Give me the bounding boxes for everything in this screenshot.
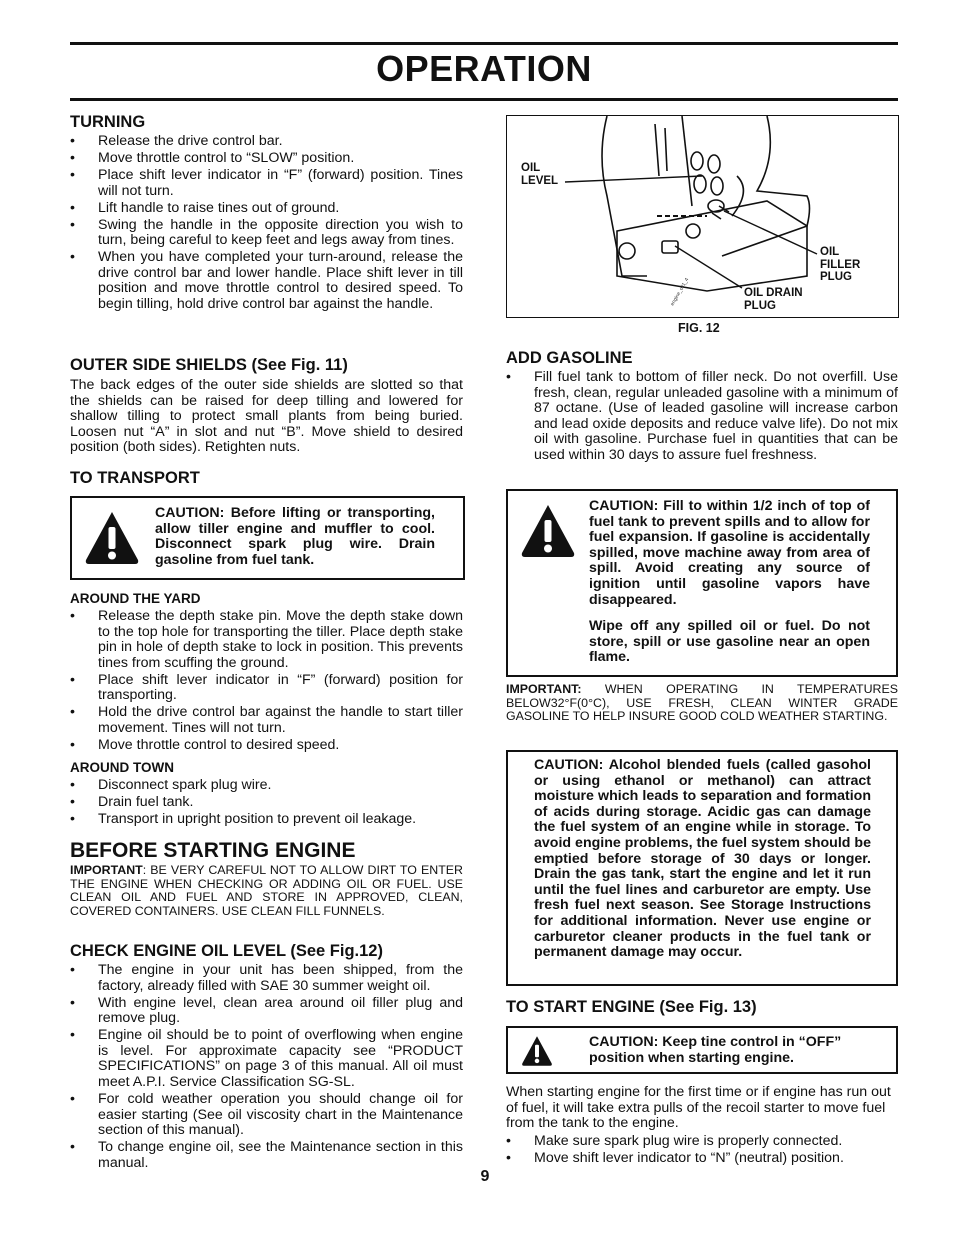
list-item: • Drain fuel tank. [70,795,463,811]
start-caution-text: CAUTION: Keep tine control in “OFF” position when starting engine. [589,1034,842,1066]
outer-shields-text: The back edges of the outer side shields are slotted so that the shields can be raised for deep tilling and lowered for shallow tilling to protect small plants from being buried. Loosen nut “A” in slot and nut “B”. Move shield to desired position (both sides). Retighten nuts. [70,377,463,456]
add-gasoline-heading: ADD GASOLINE [506,349,633,367]
filler-line3: PLUG [820,271,852,283]
list-item: • Disconnect spark plug wire. [70,778,463,794]
turning-list [70,134,463,314]
list-item: • Engine oil should be to point of overflowing when engine is level. For approximate capacity see “PRODUCT SPECIFICATIONS” on page 3 of this manual. All oil must meet A.P.I. Service Classification SG-SL. [70,1028,463,1090]
list-item: • Hold the drive control bar against the handle to start tiller movement. Tines will not turn. [70,705,463,736]
list-item: • Place shift lever indicator in “F” (forward) position for transporting. [70,673,463,704]
oil-filler-plug-label [820,246,860,284]
around-town-list [70,778,463,829]
start-engine-heading: TO START ENGINE (See Fig. 13) [506,998,757,1016]
list-item: • Swing the handle in the opposite direction you wish to turn, being careful to keep feet and legs away from tines. [70,218,463,249]
winter-gasoline-important [506,683,898,724]
figure-code: engine_oil1_4 [669,277,691,307]
list-item: • Move shift lever indicator to “N” (neutral) position. [506,1151,898,1167]
around-yard-heading: AROUND THE YARD [70,591,201,606]
filler-line1: OIL [820,246,840,258]
important-text: : BE VERY CAREFUL NOT TO ALLOW DIRT TO ENTER THE ENGINE WHEN CHECKING OR ADDING OIL OR FUEL. USE CLEAN OIL AND FUEL AND STORE IN APPROVED, CLEAN, COVERED CONTAINERS. USE CLEAN FILL FUNNELS. [70,863,463,918]
figure-12-caption: FIG. 12 [678,321,720,335]
alcohol-caution-box [506,750,898,986]
fuel-caution-text-2: Wipe off any spilled oil or fuel. Do not store, spill or use gasoline near an open flame. [589,618,870,666]
top-rule [70,42,898,45]
add-gasoline-list [506,370,898,465]
fuel-caution-text-1: CAUTION: Fill to within 1/2 inch of top of fuel tank to prevent spills and to allow for fuel expansion. If gasoline is accidentally spilled, move machine away from area of spill. Avoid creating any source of ignition until gasoline vapors have disappeared. [589,498,870,608]
oil-drain-plug-label [744,287,803,312]
warning-triangle-icon [518,501,578,561]
alcohol-caution-text: CAUTION: Alcohol blended fuels (called gasohol or using ethanol or methanol) can attract moisture which leads to separation and formation of acids during storage. Acidic gas can damage the fuel system of an engine while in storage. To avoid engine problems, the fuel system should be emptied before storage of 30 days or longer. Drain the gas tank, start the engine and let it run until the fuel lines and carburetor are empty. Use fresh fuel next season. See Storage Instructions for additional information. Never use engine or carburetor cleaner products in the fuel tank or permanent damage may occur. [534,757,871,961]
check-oil-heading: CHECK ENGINE OIL LEVEL (See Fig.12) [70,942,383,960]
warning-triangle-icon [520,1034,554,1068]
list-item: • With engine level, clean area around oil filler plug and remove plug. [70,996,463,1027]
list-item: • Move throttle control to desired speed. [70,738,463,754]
outer-shields-heading: OUTER SIDE SHIELDS (See Fig. 11) [70,356,348,374]
turning-heading: TURNING [70,113,146,131]
transport-caution-text: CAUTION: Before lifting or transporting, allow tiller engine and muffler to cool. Disconnect spark plug wire. Drain gasoline from fuel tank. [155,505,435,568]
drain-line2: PLUG [744,299,776,312]
list-item: • Release the depth stake pin. Move the depth stake down to the top hole for transporting the tiller. Place depth stake pin in hole of depth stake to lock in position. This prevents tines from scuffing the ground. [70,609,463,671]
list-item: • Fill fuel tank to bottom of filler neck. Do not overfill. Use fresh, clean, regular unleaded gasoline with a minimum of 87 octane. (Use of leaded gasoline will increase carbon and lead oxide deposits and reduce valve life). Do not mix oil with gasoline. Purchase fuel in quantities that can be used within 30 days to assure fuel freshness. [506,370,898,464]
list-item: • Make sure spark plug wire is properly connected. [506,1134,898,1150]
warning-triangle-icon [82,508,142,568]
around-yard-list [70,609,463,755]
start-engine-text: When starting engine for the first time or if engine has run out of fuel, it will take extra pulls of the recoil starter to move fuel from the tank to the engine. [506,1084,891,1132]
start-caution-box [506,1026,898,1074]
important-label: IMPORTANT [70,863,143,877]
oil-level-label [521,162,558,187]
before-starting-important [70,864,463,918]
filler-line2: FILLER [820,258,861,271]
title-underline [70,98,898,101]
before-starting-heading: BEFORE STARTING ENGINE [70,839,356,862]
list-item: • Lift handle to raise tines out of ground. [70,201,463,217]
list-item: • To change engine oil, see the Maintenance section in this manual. [70,1140,463,1171]
list-item: • Place shift lever indicator in “F” (forward) position. Tines will not turn. [70,168,463,199]
transport-caution-box [70,496,465,580]
drain-line1: OIL DRAIN [744,287,803,299]
page-title: OPERATION [376,48,592,89]
list-item: • The engine in your unit has been shipped, from the factory, already filled with SAE 30 summer weight oil. [70,963,463,994]
list-item: • When you have completed your turn-around, release the drive control bar and lower handle. Place shift lever in till position and move throttle control to desired speed. To begin tilling, hold drive control bar against the handle. [70,250,463,312]
important-text-2: WHEN OPERATING IN TEMPERATURES BELOW32°F(0°C), USE FRESH, CLEAN WINTER GRADE GASOLINE TO HELP INSURE GOOD COLD WEATHER STARTING. [506,682,898,724]
page-number: 9 [480,1168,490,1185]
list-item: • Transport in upright position to prevent oil leakage. [70,812,463,828]
list-item: • For cold weather operation you should change oil for easier starting (See oil viscosity chart in the Maintenance section of this manual). [70,1092,463,1139]
figure-12 [506,115,899,318]
oil-level-label-line2: LEVEL [521,174,559,187]
important-label-2: IMPORTANT: [506,682,582,696]
list-item: • Release the drive control bar. [70,134,463,150]
transport-heading: TO TRANSPORT [70,469,200,487]
list-item: • Move throttle control to “SLOW” position. [70,151,463,167]
check-oil-list [70,963,463,1173]
start-engine-list [506,1134,898,1168]
around-town-heading: AROUND TOWN [70,760,174,775]
oil-level-label-line1: OIL [521,162,541,174]
fuel-caution-box [506,489,898,677]
engine-oil-illustration [507,116,899,318]
